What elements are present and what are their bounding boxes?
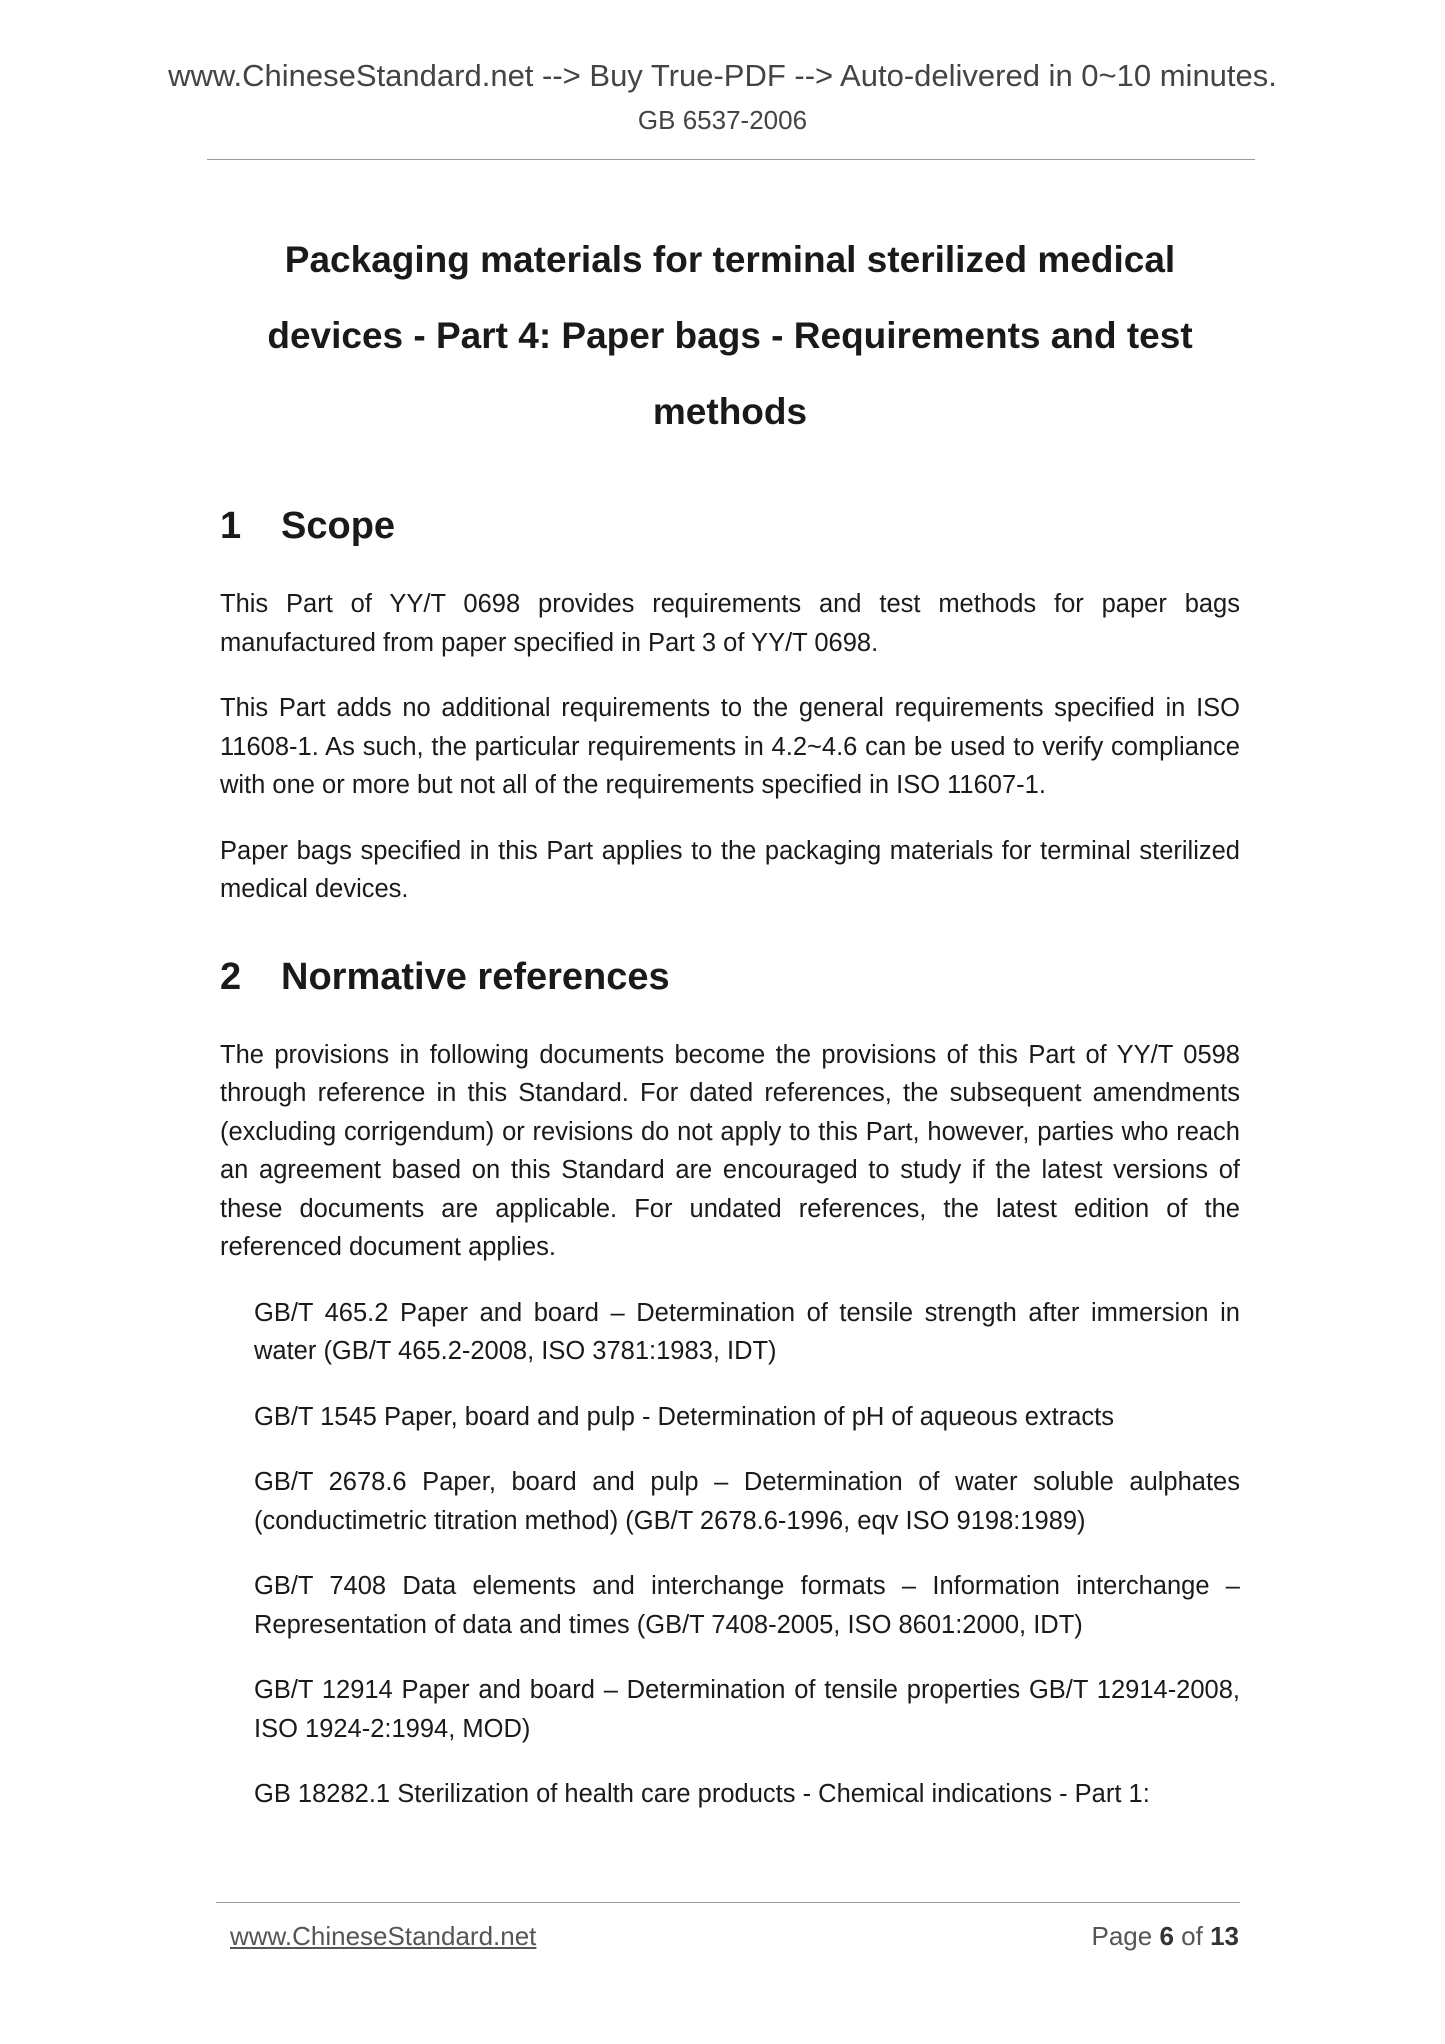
reference-item: GB/T 465.2 Paper and board – Determination of tensile strength after immersion in water (GB/T 465.2-2008, ISO 3781:1983, IDT) bbox=[254, 1298, 1240, 1365]
paragraph: Paper bags specified in this Part applies to the packaging materials for terminal sterilized medical devices. bbox=[220, 836, 1240, 903]
paragraph: The provisions in following documents become the provisions of this Part of YY/T 0598 through reference in this Standard. For dated references, the subsequent amendments (excluding corrigendum) or revisions do not apply to this Part, however, parties who reach an agreement based on this Standard are encouraged to study if the latest versions of these documents are applicable. For undated references, the latest edition of the referenced document applies. bbox=[220, 1040, 1240, 1261]
section-number: 1 bbox=[220, 505, 242, 547]
header-standard-code: GB 6537-2006 bbox=[637, 105, 808, 135]
document-title-line: Packaging materials for terminal sterilized medical bbox=[284, 239, 1176, 280]
section-heading-normative-references bbox=[220, 952, 1240, 1002]
reference-item: GB/T 2678.6 Paper, board and pulp – Determination of water soluble aulphates (conductimetric titration method) (GB/T 2678.6-1996, eqv ISO 9198:1989) bbox=[254, 1468, 1240, 1535]
document-title bbox=[220, 222, 1240, 450]
section-heading-scope bbox=[220, 501, 1240, 551]
page-label: Page bbox=[1091, 1921, 1153, 1951]
section-title: Scope bbox=[281, 505, 396, 547]
document-title-line: methods bbox=[652, 391, 808, 432]
section-title: Normative references bbox=[281, 955, 670, 998]
reference-item: GB/T 1545 Paper, board and pulp - Determination of pH of aqueous extracts bbox=[254, 1402, 1114, 1431]
reference-item: GB 18282.1 Sterilization of health care products - Chemical indications - Part 1: bbox=[254, 1780, 1150, 1808]
footer-site-link[interactable]: www.ChineseStandard.net bbox=[230, 1921, 537, 1951]
page-total: 13 bbox=[1210, 1921, 1239, 1951]
page-indicator bbox=[1091, 1918, 1239, 1954]
header-divider bbox=[207, 159, 1255, 160]
document-body bbox=[220, 222, 1240, 1814]
paragraph: This Part of YY/T 0698 provides requirements and test methods for paper bags manufactured from paper specified in Part 3 of YY/T 0698. bbox=[220, 590, 1240, 657]
page-of: of bbox=[1181, 1921, 1203, 1951]
footer-divider bbox=[216, 1902, 1240, 1903]
document-title-line: devices - Part 4: Paper bags - Requirements and test bbox=[267, 315, 1193, 356]
page-current: 6 bbox=[1159, 1921, 1174, 1951]
header-banner[interactable]: www.ChineseStandard.net --> Buy True-PDF --> Auto-delivered in 0~10 minutes. bbox=[168, 58, 1277, 93]
reference-item: GB/T 12914 Paper and board – Determination of tensile properties GB/T 12914-2008, ISO 1924-2:1994, MOD) bbox=[254, 1676, 1240, 1743]
reference-item: GB/T 7408 Data elements and interchange formats – Information interchange – Representation of data and times (GB/T 7408-2005, ISO 8601:2000, IDT) bbox=[254, 1572, 1240, 1639]
paragraph: This Part adds no additional requirements to the general requirements specified in ISO 11608-1. As such, the particular requirements in 4.2~4.6 can be used to verify compliance with one or more but not all of the requirements specified in ISO 11607-1. bbox=[220, 694, 1240, 799]
section-number: 2 bbox=[220, 955, 242, 998]
